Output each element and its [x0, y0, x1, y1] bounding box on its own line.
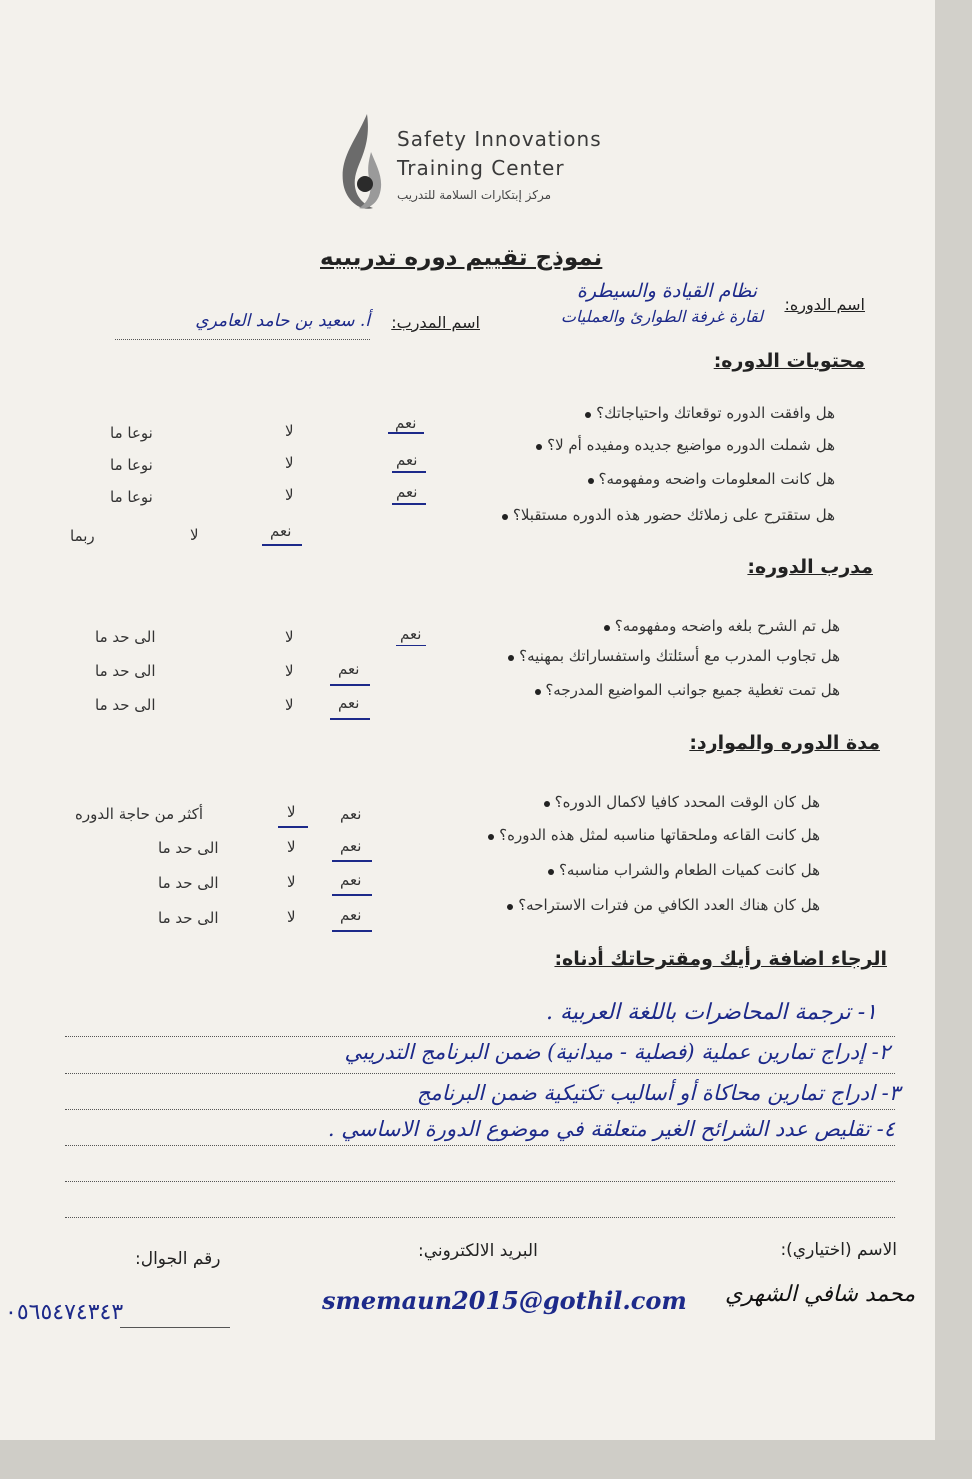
question-2-2: هل تجاوب المدرب مع أسئلتك واستفساراتك بمهنيه؟ — [496, 647, 840, 665]
q3-4-yes[interactable]: نعم — [340, 906, 362, 924]
q3-4-yes-mark — [332, 930, 372, 932]
line-3 — [65, 1108, 895, 1110]
course-label: اسم الدوره: — [784, 295, 865, 314]
course-value-1: نظام القيادة والسيطرة — [576, 280, 757, 302]
q2-1-other[interactable]: الى حد ما — [95, 628, 156, 646]
q3-3-no[interactable]: لا — [287, 873, 296, 891]
logo-line1: Safety Innovations — [397, 127, 602, 151]
question-3-2: هل كانت القاعه وملحقاتها مناسبه لمثل هذه الدوره؟ — [476, 826, 820, 844]
suggestion-2: ٢- إدراج تمارين عملية (فصلية - ميدانية) ضمن البرنامج التدريبي — [344, 1040, 890, 1064]
q1-2-no[interactable]: لا — [285, 454, 294, 472]
q1-1-no[interactable]: لا — [285, 422, 294, 440]
q1-1-other[interactable]: نوعا ما — [110, 424, 153, 442]
q1-2-other[interactable]: نوعا ما — [110, 456, 153, 474]
suggestion-4: ٤- تقليص عدد الشرائح الغير متعلقة في موضوع الدورة الاساسي . — [327, 1117, 895, 1141]
line-4 — [65, 1144, 895, 1146]
q3-3-other[interactable]: الى حد ما — [158, 874, 219, 892]
q1-1-yes-mark — [388, 432, 424, 434]
trainer-dots — [115, 338, 370, 340]
q1-2-yes[interactable]: نعم — [396, 451, 418, 469]
question-3-4: هل كان هناك العدد الكافي من فترات الاستراحه؟ — [495, 896, 820, 914]
course-value-2: لقارة غرفة الطوارئ والعمليات — [560, 307, 763, 326]
q1-3-no[interactable]: لا — [285, 486, 294, 504]
q1-4-yes[interactable]: نعم — [270, 522, 292, 540]
q1-3-yes-mark — [392, 503, 426, 505]
email-value: smemaun2015@gothil.com — [322, 1286, 687, 1315]
q3-1-no-mark — [278, 826, 308, 828]
mobile-underline — [120, 1327, 230, 1328]
q2-3-yes[interactable]: نعم — [338, 694, 360, 712]
q2-3-no[interactable]: لا — [285, 696, 294, 714]
section-title-trainer: مدرب الدوره: — [747, 556, 873, 578]
logo — [335, 112, 605, 222]
question-3-3: هل كانت كميات الطعام والشراب مناسبه؟ — [536, 861, 820, 879]
line-6 — [65, 1216, 895, 1218]
q3-1-no[interactable]: لا — [287, 803, 296, 821]
section-title-content: محتويات الدوره: — [713, 350, 865, 372]
q3-2-no[interactable]: لا — [287, 838, 296, 856]
q2-2-no[interactable]: لا — [285, 662, 294, 680]
q3-4-no[interactable]: لا — [287, 908, 296, 926]
q2-3-yes-mark — [330, 718, 370, 720]
form-title: نموذج تقييم دوره تدريبيه — [320, 245, 603, 271]
q3-3-yes[interactable]: نعم — [340, 871, 362, 889]
line-2 — [65, 1072, 895, 1074]
q2-3-other[interactable]: الى حد ما — [95, 696, 156, 714]
trainer-value: أ. سعيد بن حامد العامري — [195, 311, 370, 331]
q1-4-no[interactable]: لا — [190, 526, 199, 544]
question-1-1: هل وافقت الدوره توقعاتك واحتياجاتك؟ — [573, 404, 835, 422]
q3-2-yes[interactable]: نعم — [340, 837, 362, 855]
q2-2-yes[interactable]: نعم — [338, 660, 360, 678]
trainer-label: اسم المدرب: — [391, 313, 480, 332]
q1-2-yes-mark — [392, 471, 426, 473]
flame-logo-icon — [335, 112, 390, 217]
logo-arabic: مركز إبتكارات السلامة للتدريب — [397, 188, 552, 202]
q2-1-yes[interactable]: نعم — [400, 625, 422, 643]
line-1 — [65, 1035, 895, 1037]
q3-2-other[interactable]: الى حد ما — [158, 839, 219, 857]
q2-2-yes-mark — [330, 684, 370, 686]
q3-4-other[interactable]: الى حد ما — [158, 909, 219, 927]
section-title-duration: مدة الدوره والموارد: — [689, 732, 880, 754]
q3-1-other[interactable]: أكثر من حاجة الدوره — [75, 805, 203, 823]
line-5 — [65, 1180, 895, 1182]
q1-1-yes[interactable]: نعم — [395, 414, 417, 432]
mobile-label: رقم الجوال: — [135, 1249, 221, 1269]
question-1-2: هل شملت الدوره مواضيع جديده ومفيده أم لا؟ — [524, 436, 835, 454]
q2-2-other[interactable]: الى حد ما — [95, 662, 156, 680]
suggestion-3: ٣- ادراج تمارين محاكاة أو أساليب تكتيكية ضمن البرنامج — [416, 1081, 900, 1105]
page-edge-shadow — [935, 0, 972, 1479]
q2-1-yes-mark — [396, 645, 426, 646]
question-3-1: هل كان الوقت المحدد كافيا لاكمال الدوره؟ — [532, 793, 820, 811]
q1-3-other[interactable]: نوعا ما — [110, 488, 153, 506]
logo-line2: Training Center — [397, 156, 565, 180]
table-surface — [0, 1440, 972, 1479]
q3-3-yes-mark — [332, 894, 372, 896]
suggestion-1: ١- ترجمة المحاضرات باللغة العربية . — [545, 1000, 877, 1025]
question-1-3: هل كانت المعلومات واضحه ومفهومه؟ — [576, 470, 835, 488]
name-label: الاسم (اختياري): — [780, 1240, 897, 1260]
mobile-value: ٠٥٦٥٤٧٤٣٤٣ — [5, 1300, 124, 1325]
suggestions-title: الرجاء اضافة رأيك ومقترحاتك أدناه: — [554, 948, 887, 970]
q1-4-yes-mark — [262, 544, 302, 546]
question-1-4: هل ستقترح على زملائك حضور هذه الدوره مستقبلا؟ — [490, 506, 835, 524]
q1-3-yes[interactable]: نعم — [396, 483, 418, 501]
name-signature: محمد شافي الشهري — [725, 1282, 916, 1307]
q3-2-yes-mark — [332, 860, 372, 862]
q1-4-other[interactable]: ربما — [70, 527, 95, 545]
question-2-1: هل تم الشرح بلغه واضحه ومفهومه؟ — [592, 617, 840, 635]
q3-1-yes[interactable]: نعم — [340, 805, 362, 823]
question-2-3: هل تمت تغطية جميع جوانب المواضيع المدرجه؟ — [523, 681, 840, 699]
email-label: البريد الالكتروني: — [418, 1241, 538, 1261]
q2-1-no[interactable]: لا — [285, 628, 294, 646]
